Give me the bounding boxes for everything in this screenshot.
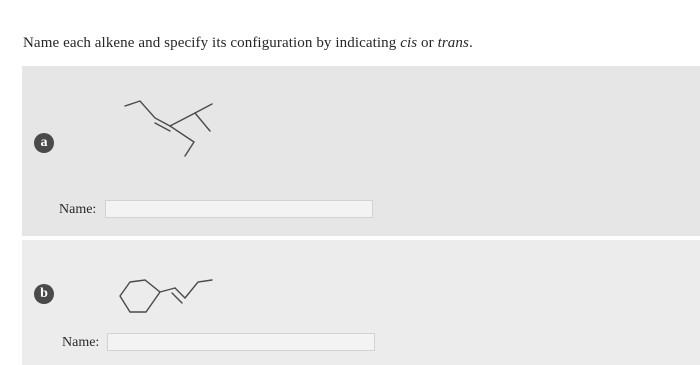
- question-badge-a: a: [34, 133, 54, 153]
- instruction-text: [23, 35, 473, 52]
- name-label-a: Name:: [59, 202, 97, 217]
- bond-a-4: [170, 126, 194, 156]
- instruction-trans: trans: [437, 35, 469, 51]
- question-badge-b: b: [34, 284, 54, 304]
- bond-b-double-1: [175, 288, 185, 298]
- bond-a-3: [195, 113, 210, 131]
- question-panel-b: [22, 240, 700, 365]
- bond-a-2: [170, 104, 212, 126]
- bond-b-ring: [120, 280, 160, 312]
- alkene-structure-b: [110, 268, 220, 318]
- instruction-area: [0, 0, 700, 64]
- name-input-b[interactable]: [107, 333, 375, 351]
- instruction-suffix: .: [468, 35, 473, 51]
- instruction-middle: or: [417, 35, 438, 51]
- bond-a-1: [125, 101, 170, 126]
- instruction-cis: cis: [400, 35, 418, 51]
- name-label-b: Name:: [62, 335, 100, 350]
- name-input-a[interactable]: [105, 200, 373, 218]
- question-panel-a: [22, 66, 700, 236]
- bond-b-2: [185, 280, 212, 298]
- alkene-structure-a: [102, 96, 232, 196]
- instruction-prefix: Name each alkene and specify its configuration by indicating: [23, 35, 401, 51]
- bond-b-1: [160, 288, 175, 292]
- bond-b-double-2: [172, 293, 182, 303]
